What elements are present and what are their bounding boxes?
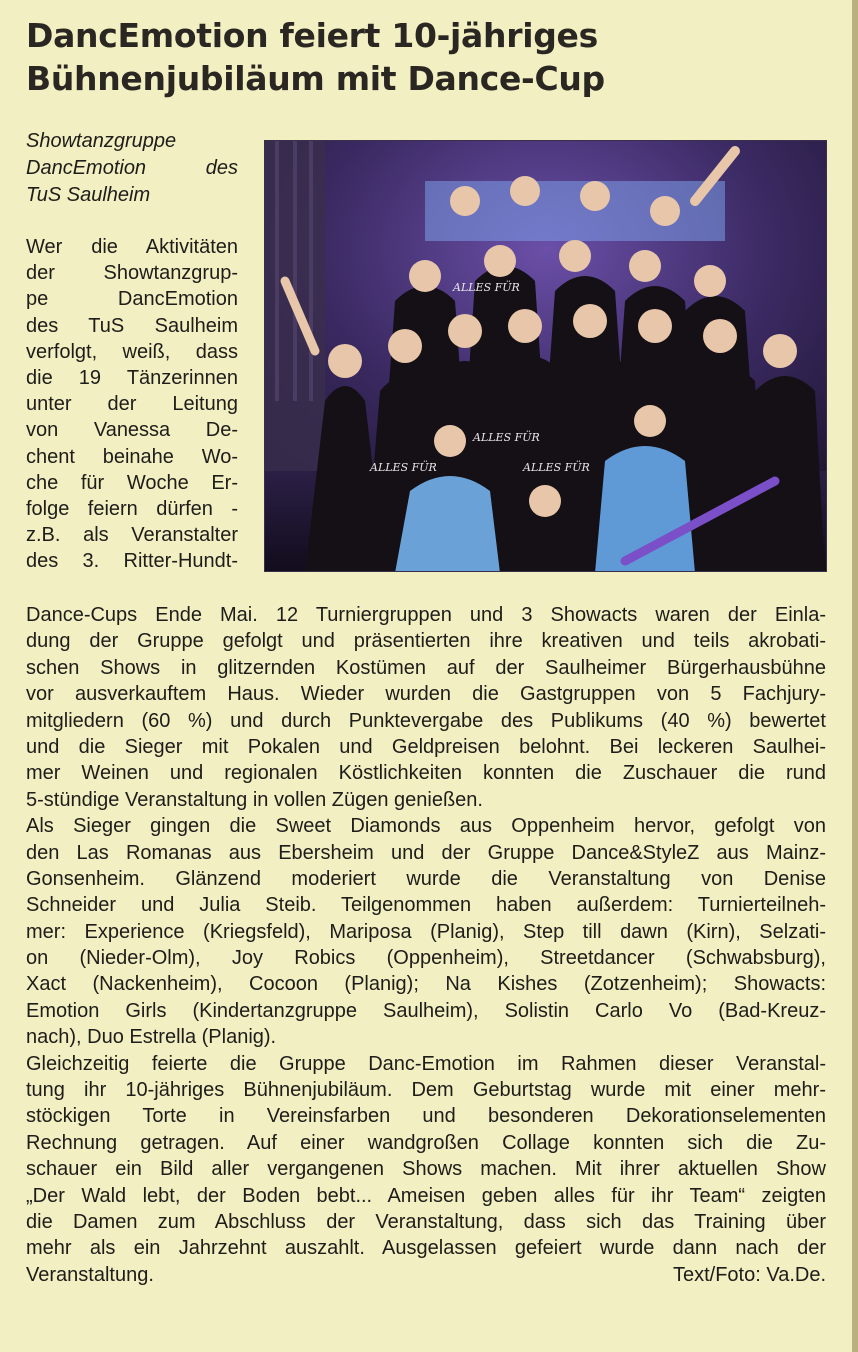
column-line: die 19 Tänzerinnen [26,367,238,390]
shirt-print: ALLES FÜR [370,461,437,474]
body-line: Dance-Cups Ende Mai. 12 Turniergruppen und 3 Showacts waren der Einla- [26,604,826,626]
caption-line: Showtanzgruppe [26,130,177,152]
body-line: vor ausverkauftem Haus. Wieder wurden die Gastgruppen von 5 Fachjury- [26,683,826,706]
caption-line: TuS Saulheim [26,184,151,206]
body-line: schauer ein Bild aller vergangenen Shows machen. Mit ihrer aktuellen Show [26,1158,826,1181]
body-line: mer: Experience (Kriegsfeld), Mariposa (Planig), Step till dawn (Kirn), Selzati- [26,920,826,943]
body-line: 5-stündige Veranstaltung in vollen Zügen genießen. [26,788,483,811]
headline [26,14,826,100]
body-line: dung der Gruppe gefolgt und präsentierten ihre kreativen und teils akrobati- [26,630,826,653]
body-line: on (Nieder-Olm), Joy Robics (Oppenheim), Streetdancer (Schwabsburg), [26,947,826,970]
headline-line-2: Bühnenjubiläum mit Dance-Cup [26,59,605,98]
caption-line: DancEmotion des [26,157,238,179]
column-line: verfolgt, weiß, dass [26,340,238,363]
body-line: tung ihr 10-jähriges Bühnenjubiläum. Dem Geburtstag wurde mit einer mehr- [26,1079,826,1102]
column-line: unter der Leitung [26,393,238,416]
article-body [26,602,826,1288]
body-line: mehr als ein Jahrzehnt auszahlt. Ausgelassen gefeiert wurde dann nach der [26,1237,826,1260]
body-line: den Las Romanas aus Ebersheim und der Gruppe Dance&StyleZ aus Mainz- [26,841,826,864]
column-line: pe DancEmotion [26,288,238,311]
shirt-print: ALLES FÜR [453,281,520,294]
column-line: z.B. als Veranstalter [26,524,238,547]
body-line: Rechnung getragen. Auf einer wandgroßen Collage konnten sich die Zu- [26,1131,826,1154]
page-edge [852,0,858,1352]
body-line: Xact (Nackenheim), Cocoon (Planig); Na Kishes (Zotzenheim); Showacts: [26,973,826,996]
column-line: che für Woche Er- [26,471,238,494]
photo-caption [26,128,238,209]
column-text [26,234,238,575]
headline-line-1: DancEmotion feiert 10-jähriges [26,16,598,55]
photo-illustration [265,141,827,572]
body-line-final: Veranstaltung. [26,1263,154,1286]
shirt-print: ALLES FÜR [473,431,540,444]
column-line: von Vanessa De- [26,419,238,442]
shirt-print: ALLES FÜR [523,461,590,474]
body-line: nach), Duo Estrella (Planig). [26,1026,277,1049]
dance-group-photo [264,140,827,572]
column-line: folge feiern dürfen - [26,498,238,521]
body-line: die Damen zum Abschluss der Veranstaltung, dass sich das Training über [26,1210,826,1233]
body-line: mitgliedern (60 %) und durch Punktevergabe des Publikums (40 %) bewertet [26,709,826,732]
column-line: chent beinahe Wo- [26,445,238,468]
body-line: Gleichzeitig feierte die Gruppe Danc-Emotion im Rahmen dieser Veranstal- [26,1052,826,1075]
body-line: stöckigen Torte in Vereinsfarben und besonderen Dekorationselementen [26,1105,826,1128]
body-line: Gonsenheim. Glänzend moderiert wurde die Veranstaltung von Denise [26,867,826,890]
body-line: „Der Wald lebt, der Boden bebt... Ameisen geben alles für ihr Team“ zeigten [26,1184,826,1207]
body-line: mer Weinen und regionalen Köstlichkeiten konnten die Zuschauer die rund [26,762,826,785]
column-line: Wer die Aktivitäten [26,236,238,258]
body-line: Als Sieger gingen die Sweet Diamonds aus Oppenheim hervor, gefolgt von [26,815,826,838]
column-line: des 3. Ritter-Hundt- [26,550,238,573]
body-line: Emotion Girls (Kindertanzgruppe Saulheim), Solistin Carlo Vo (Bad-Kreuz- [26,999,826,1022]
final-row [26,1262,826,1288]
photo-credit: Text/Foto: Va.De. [672,1263,826,1286]
body-line: schen Shows in glitzernden Kostümen auf der Saulheimer Bürgerhausbühne [26,656,826,679]
body-line: Schneider und Julia Steib. Teilgenommen haben außerdem: Turnierteilneh- [26,894,826,917]
column-line: des TuS Saulheim [26,314,238,337]
column-line: der Showtanzgrup- [26,262,238,285]
body-line: und die Sieger mit Pokalen und Geldpreisen belohnt. Bei leckeren Saulhei- [26,735,826,758]
